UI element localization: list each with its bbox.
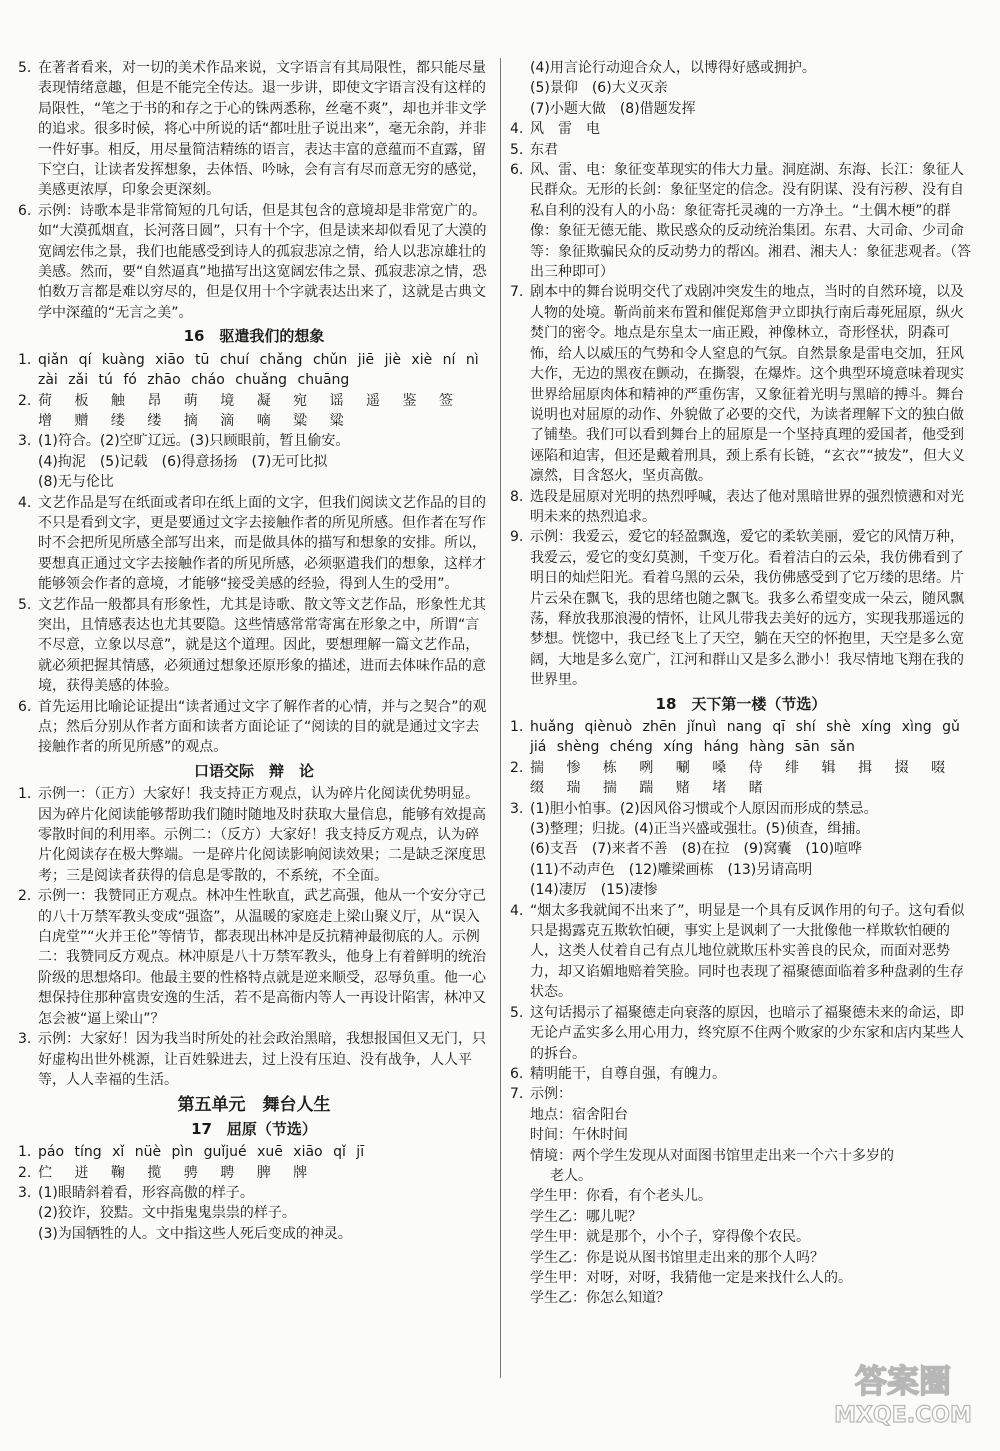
answer-item <box>18 1163 490 1183</box>
answer-text: 风、雷、电：象征变革现实的伟大力量。洞庭湖、东海、长江：象征人民群众。无形的长剑：象征坚定的信念。没有阴谋、没有污秽、没有自私自利的没有人的小岛：象征寄托灵魂的一方净土。“土偶木梗”的群像：象征无德无能、欺民惑众的反动统治集团。东君、大司命、少司命等：象征欺骗民众的反动势力的帮凶。湘君、湘夫人：象征悲观者。（答出三种即可） <box>530 162 971 281</box>
answer-subline: (7)小题大做 (8)借题发挥 <box>530 100 696 117</box>
answer-subline: (5)景仰 (6)大义灭亲 <box>530 80 668 97</box>
answer-item <box>18 201 490 323</box>
section-heading: 16 驱遣我们的想象 <box>183 327 325 346</box>
section-heading: 口语交际 辩 论 <box>193 761 314 780</box>
answer-subline: 时间：午休时间 <box>530 1127 628 1144</box>
answer-number: 8. <box>510 488 524 505</box>
watermark-line2: MXQE.COM <box>834 1403 972 1428</box>
answer-number: 6. <box>18 698 32 715</box>
pinyin-answers: huǎng qiènuò zhēn jǐnuì nang qī shí shè xíng xìng gǔ jiá shèng chéng xíng háng hàng sān sǎn <box>530 719 960 756</box>
answer-item <box>18 697 490 758</box>
answer-item <box>510 1064 972 1084</box>
answer-text: 文艺作品一般都具有形象性，尤其是诗歌、散文等文艺作品，形象性尤其突出，且情感表达也尤其要隐。这些情感常常寄寓在形象之中，所谓“言不尽意，立象以尽意”，就是这个道理。因此，要想理解一篇文艺作品，就必须把握其情感，必须通过想象还原形象的描述，进而去体味作品的意境，获得美感的体验。 <box>38 596 486 695</box>
unit-heading: 第五单元 舞台人生 <box>177 1095 331 1116</box>
answer-item <box>18 350 490 391</box>
right-column <box>510 58 972 1309</box>
answer-number: 7. <box>510 284 524 301</box>
answer-number: 9. <box>510 529 524 546</box>
answer-item <box>18 58 490 201</box>
answer-text: “烟太多我就闻不出来了”，明显是一个具有反讽作用的句子。这句看似只是揭露克五欺软怕硬，事实上是讽刺了一大批像他一样欺软怕硬的人，这类人仗着自己有点儿地位就欺压朴实善良的民众，而面对恶势力，却又谄媚地赔着笑脸。同时也表现了福聚德面临着多种盘剥的生存状态。 <box>530 902 965 1001</box>
answer-text: 东君 <box>530 141 558 158</box>
answer-item <box>18 431 490 451</box>
answer-number: 4. <box>510 902 524 919</box>
answer-item <box>510 758 972 799</box>
answer-item <box>18 1183 490 1203</box>
answer-number: 3. <box>510 800 524 817</box>
answer-item <box>510 487 972 528</box>
answer-text: 示例一：我赞同正方观点。林冲生性耿直，武艺高强，他从一个安分守己的八十万禁军教头变成“强盗”，从温暖的家庭走上梁山聚义厅，从“误入白虎堂”“火并王伦”等情节，都表现出林冲是反抗精神最彻底的人。示例二：我赞同反方观点。林冲原是八十万禁军教头，他身上有着鲜明的统治阶级的思想烙印。他最主要的性格特点就是逆来顺受，忍辱负重。他一心想保持住那种富贵安逸的生活，若不是高衙内等人一再设计陷害，林冲又怎会被“逼上梁山”？ <box>38 888 486 1027</box>
answer-text: 示例： <box>530 1086 572 1103</box>
answer-number: 5. <box>18 596 32 613</box>
answer-number: 5. <box>18 60 32 76</box>
character-answers: 伫 迸 鞠 揽 骋 聘 脾 牌 <box>38 1164 317 1181</box>
answer-subline: (6)支吾 (7)来者不善 (8)在拉 (9)窝囊 (10)喧哗 <box>530 841 863 858</box>
answer-item <box>510 119 972 139</box>
answer-subline: (11)不动声色 (12)雕梁画栋 (13)另请高明 <box>530 861 813 878</box>
watermark-logo <box>828 1354 978 1429</box>
answer-subline: (3)为国牺牲的人。文中指这些人死后变成的神灵。 <box>38 1225 352 1242</box>
answer-number: 3. <box>18 1184 32 1201</box>
answer-item <box>18 595 490 697</box>
answer-number: 2. <box>18 392 32 409</box>
answer-subline: 学生乙：你怎么知道？ <box>530 1290 670 1307</box>
answer-item <box>18 886 490 1029</box>
answer-number: 5. <box>510 141 524 158</box>
answer-text: 剧本中的舞台说明交代了戏剧冲突发生的地点，当时的自然环境，以及人物的处境。靳尚前来布置和催促郑詹尹立即执行南后毒死屈原，纵火焚门的密令。地点是东皇太一庙正殿，神像林立，奇形怪状，阴森可怖，给人以威压的气势和令人窒息的气氛。自然景象是雷电交加，狂风大作，无边的黑夜在颤动，在撕裂，在爆炸。这个典型环境意味着现实世界给屈原肉体和精神的严重伤害，又象征着光明与黑暗的搏斗。舞台说明也对屈原的动作、外貌做了必要的交代，为读者理解下文的独白做了铺垫。我们可以看到舞台上的屈原是一个坚持真理的爱国者，他受到诬陷和迫害，但还是戴着刑具，颈上系有长链，“玄衣”“披发”，但大义凛然，目含怒火，坚贞高傲。 <box>530 284 966 485</box>
answer-item <box>510 717 972 758</box>
pinyin-answers: qiǎn qí kuàng xiāo tū chuí chǎng chǔn jiē jiè xiè ní nì zài zǎi tú fó zhāo cháo chuǎng chuāng <box>38 351 479 389</box>
answer-text: 这句话揭示了福聚德走向衰落的原因，也暗示了福聚德未来的命运，即无论卢孟实多么用心用力，终究原不住两个败家的少东家和店内某些人的拆台。 <box>530 1004 964 1062</box>
answer-item <box>510 282 972 486</box>
answer-text: 示例：大家好！因为我当时所处的社会政治黑暗，我想报国但又无门，只好虚构出世外桃源，让百姓躲进去，过上没有压迫、没有战争，人人平等，人人幸福的生活。 <box>38 1031 486 1088</box>
answer-text: 选段是屈原对光明的热烈呼喊，表达了他对黑暗世界的强烈愤懑和对光明未来的热烈追求。 <box>530 488 964 525</box>
answer-number: 3. <box>18 1031 32 1048</box>
answer-number: 4. <box>510 121 524 138</box>
answer-subline: (4)拘泥 (5)记载 (6)得意扬扬 (7)无可比拟 <box>38 453 328 470</box>
answer-number: 2. <box>18 1164 32 1181</box>
answer-item <box>18 493 490 595</box>
answer-number: 2. <box>18 888 32 905</box>
answer-subline: (14)凄厉 (15)凄惨 <box>530 882 658 899</box>
answer-number: 1. <box>18 786 32 803</box>
answer-subline: (8)无与伦比 <box>38 474 114 491</box>
answer-item <box>18 784 490 886</box>
answer-item <box>18 391 490 432</box>
answer-number: 1. <box>18 1144 32 1161</box>
column-divider <box>500 58 501 1378</box>
answer-number: 4. <box>18 494 32 511</box>
answer-number: 1. <box>510 719 524 735</box>
watermark-line1: 答案圈 <box>854 1362 952 1400</box>
answer-subline: (2)狡诈，狡黠。文中指鬼鬼祟祟的样子。 <box>38 1205 296 1222</box>
answer-item <box>18 1029 490 1090</box>
answer-text: 首先运用比喻论证提出“读者通过文字了解作者的心情，并与之契合”的观点；然后分别从作者方面和读者方面论证了“阅读的目的就是通过文字去接触作者的所见所感”的观点。 <box>38 698 487 756</box>
left-column <box>18 58 490 1244</box>
answer-text: 风 雷 电 <box>530 121 600 138</box>
answer-text: 示例：我爱云，爱它的轻盈飘逸，爱它的柔软美丽，爱它的风情万种，我爱云，爱它的变幻莫测，千变万化。看着洁白的云朵，我仿佛看到了明日的灿烂阳光。看着乌黑的云朵，我仿佛感受到了它万缕的思绪。片片云朵在飘飞，我的思绪也随之飘飞。我多么希望变成一朵云，随风飘荡，释放我那浪漫的情怀，让风儿带我去美好的远方，实现我那遥远的梦想。恍惚中，我已经飞上了天空，躺在天空的怀抱里，天空是多么宽阔，大地是多么宽广，江河和群山又是多么渺小！我尽情地飞翔在我的世界里。 <box>530 529 964 689</box>
answer-text: (1)符合。(2)空旷辽远。(3)只顾眼前，暂且偷安。 <box>38 433 350 450</box>
answer-number: 7. <box>510 1086 524 1103</box>
answer-item <box>510 1003 972 1064</box>
answer-text: 示例：诗歌本是非常简短的几句话，但是其包含的意境却是非常宽广的。如“大漠孤烟直，长河落日圆”，只有十个字，但是读来却似看见了大漠的宽阔宏伟之景，我们也能感受到诗人的孤寂悲凉之情，给人以悲凉雄壮的美感。然而，要“自然逼真”地描写出这宽阔宏伟之景、孤寂悲凉之情，恐怕数万言都是难以穷尽的，但是仅用十个字就表达出来了，这就是古典文学中深蕴的“无言之美”。 <box>38 202 487 321</box>
answer-subline: 学生乙：哪儿呢？ <box>530 1208 642 1225</box>
answer-item <box>510 901 972 1003</box>
section-heading: 18 天下第一楼（节选） <box>655 694 827 713</box>
answer-number: 1. <box>18 351 32 368</box>
answer-subline: (4)用言论行动迎合众人，以博得好感或拥护。 <box>530 60 816 76</box>
answer-item <box>510 799 972 819</box>
answer-item <box>18 1142 490 1162</box>
answer-number: 6. <box>510 162 524 179</box>
answer-subline: 学生甲：对呀，对呀，我猜他一定是来找什么人的。 <box>530 1269 852 1286</box>
answer-number: 3. <box>18 433 32 450</box>
answer-text: 在著者看来，对一切的美术作品来说，文字语言有其局限性，都只能尽量表现情绪意趣，但是不能完全传达。退一步讲，即使文字语言没有这样的局限性，“笔之于书的和存之于心的铢两悉称，丝毫不爽”，却也并非文学的追求。很多时候，将心中所说的话“都吐肚子说出来”，毫无余韵，并非一件好事。相反，用尽量简洁精练的语言，表达丰富的意蕴而不直露，留下空白，让读者发挥想象，去体悟、吟咏，会有言有尽而意无穷的感觉，美感更浓厚，印象会更深刻。 <box>38 60 487 199</box>
pinyin-answers: páo tíng xǐ nüè pìn guǐjué xuē xiāo qǐ jī <box>38 1144 365 1161</box>
answer-text: 文艺作品是写在纸面或者印在纸上面的文字，但我们阅读文艺作品的目的不只是看到文字，更是要通过文字去接触作者的所见所感。但作者在写作时不会把所见所感全部写出来，而是做具体的描写和想象的安排。所以，要想真正通过文字去接触作者的所见所感，必须驱遣我们的想象，这样才能够领会作者的意境，才能够“接受美感的经验，得到人生的受用”。 <box>38 494 486 593</box>
answer-continuation: 老人。 <box>550 1167 592 1184</box>
answer-number: 6. <box>18 202 32 219</box>
answer-subline: 学生乙：你是说从图书馆里走出来的那个人吗？ <box>530 1249 824 1266</box>
answer-text: 示例一：（正方）大家好！我支持正方观点，认为碎片化阅读优势明显。因为碎片化阅读能够帮助我们随时随地及时获取大量信息，能够有效提高零散时间的利用率。示例二：（反方）大家好！我支持反方观点，认为碎片化阅读存在极大弊端。一是碎片化阅读影响阅读效果；二是缺乏深度思考；三是阅读者获得的信息是零散的，不系统，不全面。 <box>38 786 486 884</box>
answer-subline: 地点：宿舍阳台 <box>530 1106 628 1123</box>
character-answers: 荷 板 触 昂 萌 境 凝 宛 谣 遥 鉴 签 增 赠 缕 缕 摘 滴 嘀 粱 粱 <box>38 392 462 429</box>
answer-text: (1)眼睛斜着看，形容高傲的样子。 <box>38 1184 254 1201</box>
character-answers: 揣 惨 栋 咧 唰 嗓 侍 绯 辑 揖 掇 啜 缀 瑞 揣 踹 赌 堵 睹 <box>530 759 954 797</box>
answer-text: (1)胆小怕事。(2)因风俗习惯或个人原因而形成的禁忌。 <box>530 800 878 817</box>
answer-text: 精明能干，自尊自强，有魄力。 <box>530 1065 726 1082</box>
answer-item <box>510 160 972 282</box>
answer-number: 5. <box>510 1004 524 1021</box>
answer-item <box>510 140 972 160</box>
section-heading: 17 屈原（节选） <box>191 1119 317 1138</box>
answer-number: 2. <box>510 759 524 776</box>
answer-number: 6. <box>510 1065 524 1082</box>
answer-item <box>510 1084 972 1104</box>
answer-subline: 情境：两个学生发现从对面图书馆里走出来一个六十多岁的 <box>530 1147 894 1164</box>
answer-subline: 学生甲：就是那个，小个子，穿得像个农民。 <box>530 1229 810 1246</box>
answer-subline: 学生甲：你看，有个老头儿。 <box>530 1188 712 1205</box>
answer-item <box>510 527 972 690</box>
answer-subline: (3)整理；归拢。(4)正当兴盛或强壮。(5)侦查，缉捕。 <box>530 821 870 838</box>
